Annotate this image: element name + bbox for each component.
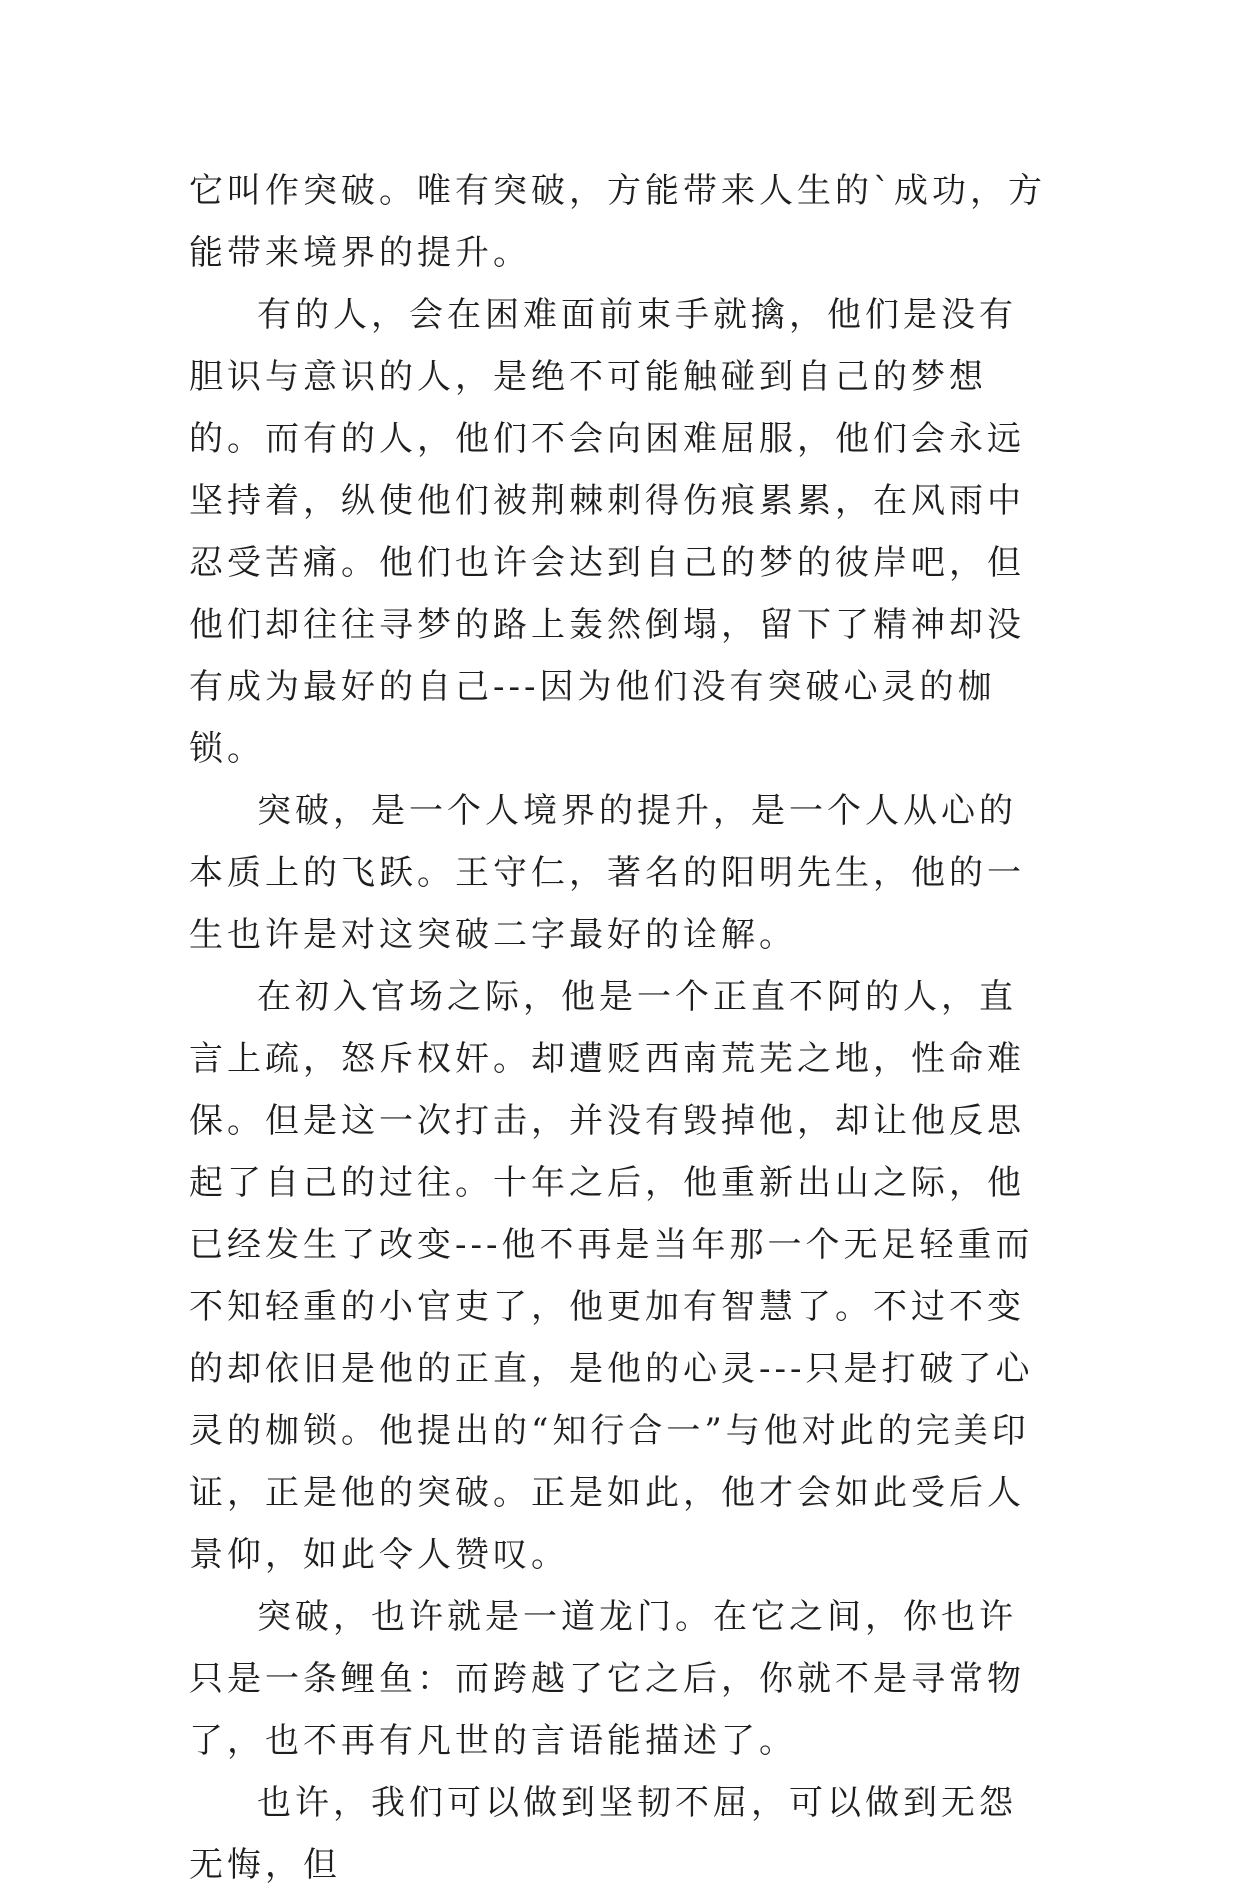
paragraph-3: 突破，是一个人境界的提升，是一个人从心的本质上的飞跃。王守仁，著名的阳明先生，他的一生也许是对这突破二字最好的诠解。	[189, 791, 1025, 955]
paragraph-6: 也许，我们可以做到坚韧不屈，可以做到无怨无悔，但	[189, 1783, 1017, 1885]
paragraph-4: 在初入官场之际，他是一个正直不阿的人，直言上疏，怒斥权奸。却遭贬西南荒芜之地，性命难保。但是这一次打击，并没有毁掉他，却让他反思起了自己的过往。十年之后，他重新出山之际，他已经发生了改变---他不再是当年那一个无足轻重而不知轻重的小官吏了，他更加有智慧了。不过不变的却依旧是他的正直，是他的心灵---只是打破了心灵的枷锁。他提出的“知行合一”与他对此的完美印证，正是他的突破。正是如此，他才会如此受后人景仰，如此令人赞叹。	[189, 977, 1034, 1575]
paragraph-2: 有的人，会在困难面前束手就擒，他们是没有胆识与意识的人，是绝不可能触碰到自己的梦想的。而有的人，他们不会向困难屈服，他们会永远坚持着，纵使他们被荆棘刺得伤痕累累，在风雨中忍受苦痛。他们也许会达到自己的梦的彼岸吧，但他们却往往寻梦的路上轰然倒塌，留下了精神却没有成为最好的自己---因为他们没有突破心灵的枷锁。	[189, 295, 1025, 769]
paragraph-1: 它叫作突破。唯有突破，方能带来人生的`成功，方能带来境界的提升。	[189, 171, 1046, 273]
paragraph-5: 突破，也许就是一道龙门。在它之间，你也许只是一条鲤鱼：而跨越了它之后，你就不是寻常物了，也不再有凡世的言语能描述了。	[189, 1597, 1025, 1761]
essay-body	[189, 160, 1049, 1896]
